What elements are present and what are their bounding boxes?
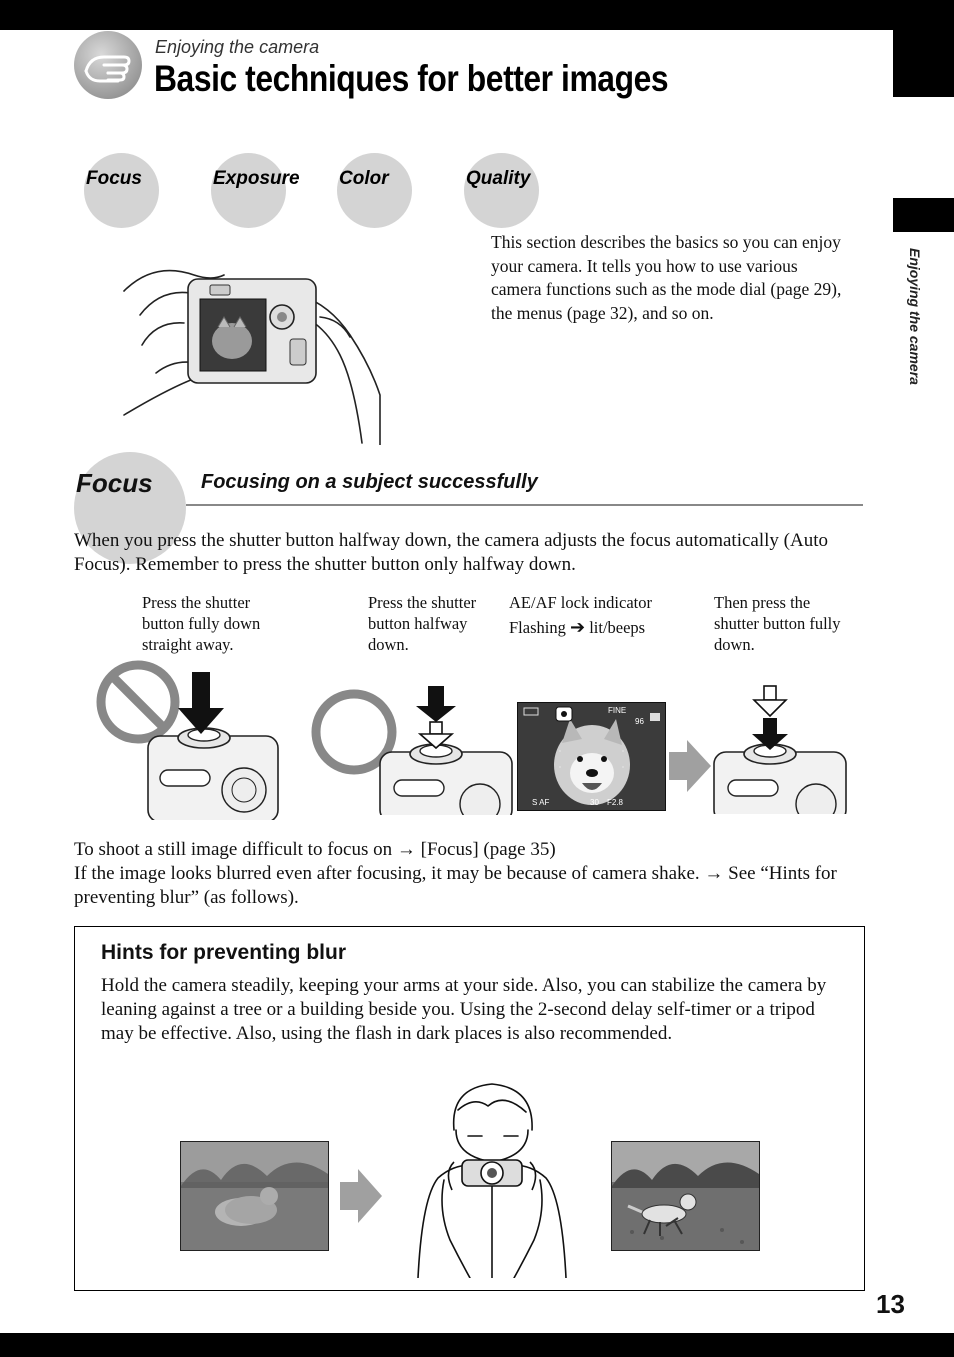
caption-indicator-title: AE/AF lock indicator <box>509 593 652 612</box>
topic-label-color: Color <box>339 168 389 189</box>
chapter-label: Enjoying the camera <box>155 37 320 57</box>
focus-section-subtitle: Focusing on a subject successfully <box>201 471 538 493</box>
chapter-hand-icon <box>74 31 142 99</box>
half-press-illustration <box>310 680 515 815</box>
note-difficult-focus: To shoot a still image difficult to focus on → [Focus] (page 35) <box>74 839 556 860</box>
topic-label-quality: Quality <box>466 168 531 189</box>
full-press-illustration <box>712 684 847 814</box>
person-holding-camera-illustration <box>414 1080 570 1278</box>
topic-label-focus: Focus <box>86 168 142 189</box>
section-rule <box>186 504 863 506</box>
side-tab-label <box>896 248 926 428</box>
bottom-bar <box>0 1333 954 1357</box>
caption-half: Press the shutter button halfway down. <box>368 593 477 654</box>
top-bar <box>0 0 954 30</box>
wrong-press-illustration <box>94 660 284 820</box>
caption-full: Then press the shutter button fully down. <box>714 593 841 654</box>
side-tab-label-text: Enjoying the camera <box>907 248 923 385</box>
side-tab-marker <box>893 198 954 232</box>
page-number: 13 <box>876 1289 905 1319</box>
topic-bubble-quality <box>464 153 539 228</box>
caption-indicator-flashing <box>509 617 645 638</box>
lcd-quality: FINE <box>608 706 627 715</box>
lcd-aperture: F2.8 <box>607 798 624 807</box>
sharp-photo <box>611 1141 760 1251</box>
prohibited-icon <box>101 665 175 739</box>
page-title: Basic techniques for better images <box>154 58 669 99</box>
indicator-to-text: lit/beeps <box>589 618 646 637</box>
hint-arrow-icon <box>340 1169 382 1223</box>
lcd-shutter: 30 <box>590 798 599 807</box>
blurred-photo <box>180 1141 329 1251</box>
hints-title: Hints for preventing blur <box>101 941 347 964</box>
step-arrow-icon <box>669 740 711 792</box>
caption-wrong: Press the shutter button fully down straight away. <box>142 593 261 654</box>
focus-body-text: When you press the shutter button halfway down, the camera adjusts the focus automatically (Auto Focus). Remember to press the shutter button only halfway down. <box>74 530 828 575</box>
note-blurred: If the image looks blurred even after focusing, it may be because of camera shake. → See “Hints for preventing blur” (as follows). <box>74 863 837 908</box>
hints-text: Hold the camera steadily, keeping your arms at your side. Also, you can stabilize the camera by leaning against a tree or a building beside you. Using the 2-second delay self-timer or a tripod may be effective. Also, using the flash in dark places is also recommended. <box>101 975 827 1044</box>
intro-text: This section describes the basics so you can enjoy your camera. It tells you how to use various camera functions such as the mode dial (page 29), the menus (page 32), and so on. <box>491 232 842 323</box>
lcd-screen-dog <box>517 702 666 811</box>
side-tab-top <box>893 30 954 97</box>
topic-bubble-exposure <box>211 153 286 228</box>
topic-bubble-color <box>337 153 412 228</box>
indicator-from-text: Flashing <box>509 618 566 637</box>
topic-bubble-focus <box>84 153 159 228</box>
lcd-mode: S AF <box>532 798 550 807</box>
lcd-count: 96 <box>635 717 644 726</box>
focus-section-label: Focus <box>76 468 153 498</box>
topic-label-exposure: Exposure <box>213 168 300 189</box>
right-arrow-icon: ➔ <box>569 617 586 638</box>
hands-holding-camera-illustration <box>120 255 395 445</box>
